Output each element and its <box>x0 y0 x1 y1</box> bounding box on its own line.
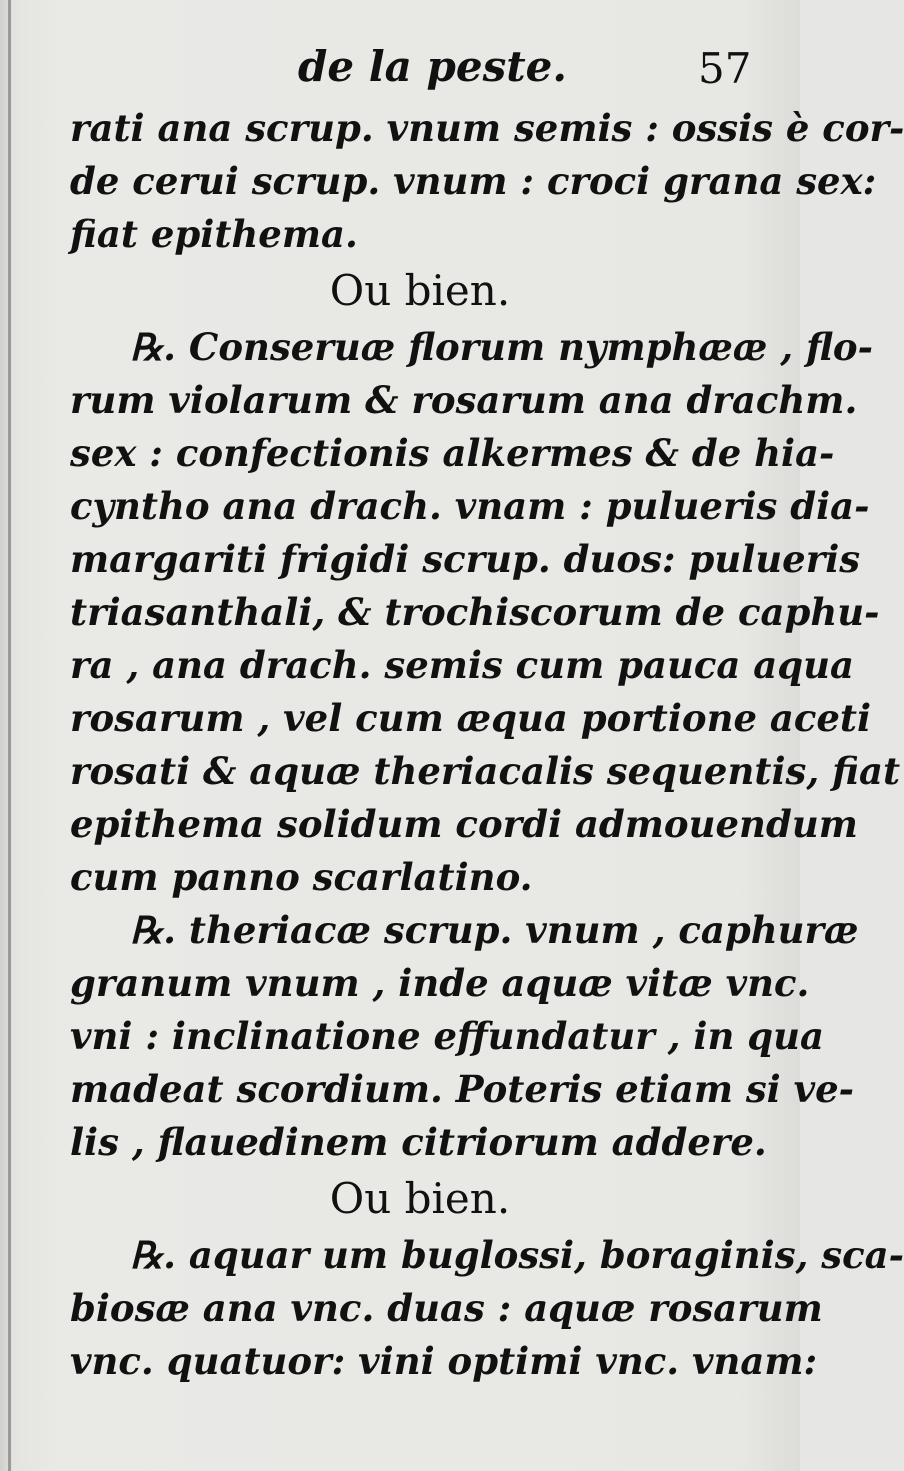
page-gutter-edge <box>8 0 11 1471</box>
section-heading: Ou bien. <box>329 266 511 315</box>
text-line: margariti frigidi scrup. duos: pulueris <box>70 537 861 581</box>
text-line: rosarum , vel cum æqua portione aceti <box>70 696 872 740</box>
text-line: vni : inclinatione effundatur , in qua <box>70 1014 825 1058</box>
text-line: lis , flauedinem citriorum addere. <box>70 1120 767 1164</box>
text-line: cyntho ana drach. vnam : pulueris dia- <box>70 484 870 528</box>
page-number: 57 <box>698 44 752 93</box>
text-line: ℞. Conseruæ florum nymphææ , flo- <box>130 325 873 369</box>
text-line: granum vnum , inde aquæ vitæ vnc. <box>70 961 810 1005</box>
text-line: ℞. theriacæ scrup. vnum , caphuræ <box>130 908 859 952</box>
text-line: sex : confectionis alkermes & de hia- <box>70 431 835 475</box>
section-heading: Ou bien. <box>329 1174 511 1223</box>
text-line: vnc. quatuor: vini optimi vnc. vnam: <box>70 1339 818 1383</box>
page-body <box>70 102 904 1388</box>
text-line: ℞. aquar um buglossi, boraginis, sca- <box>130 1233 904 1277</box>
running-head: de la peste. <box>298 42 567 91</box>
text-line: de cerui scrup. vnum : croci grana sex: <box>70 159 877 203</box>
text-line: rum violarum & rosarum ana drachm. <box>70 378 858 422</box>
text-line: biosæ ana vnc. duas : aquæ rosarum <box>70 1286 823 1330</box>
text-line: rosati & aquæ theriacalis sequentis, fiat <box>70 749 901 793</box>
text-line: fiat epithema. <box>70 212 358 256</box>
text-line: cum panno scarlatino. <box>70 855 533 899</box>
page-header <box>0 42 800 102</box>
text-line: triasanthali, & trochiscorum de caphu- <box>70 590 880 634</box>
text-line: ra , ana drach. semis cum pauca aqua <box>70 643 854 687</box>
text-line: rati ana scrup. vnum semis : ossis è cor- <box>70 106 904 150</box>
text-line: madeat scordium. Poteris etiam si ve- <box>70 1067 855 1111</box>
text-line: epithema solidum cordi admouendum <box>70 802 858 846</box>
